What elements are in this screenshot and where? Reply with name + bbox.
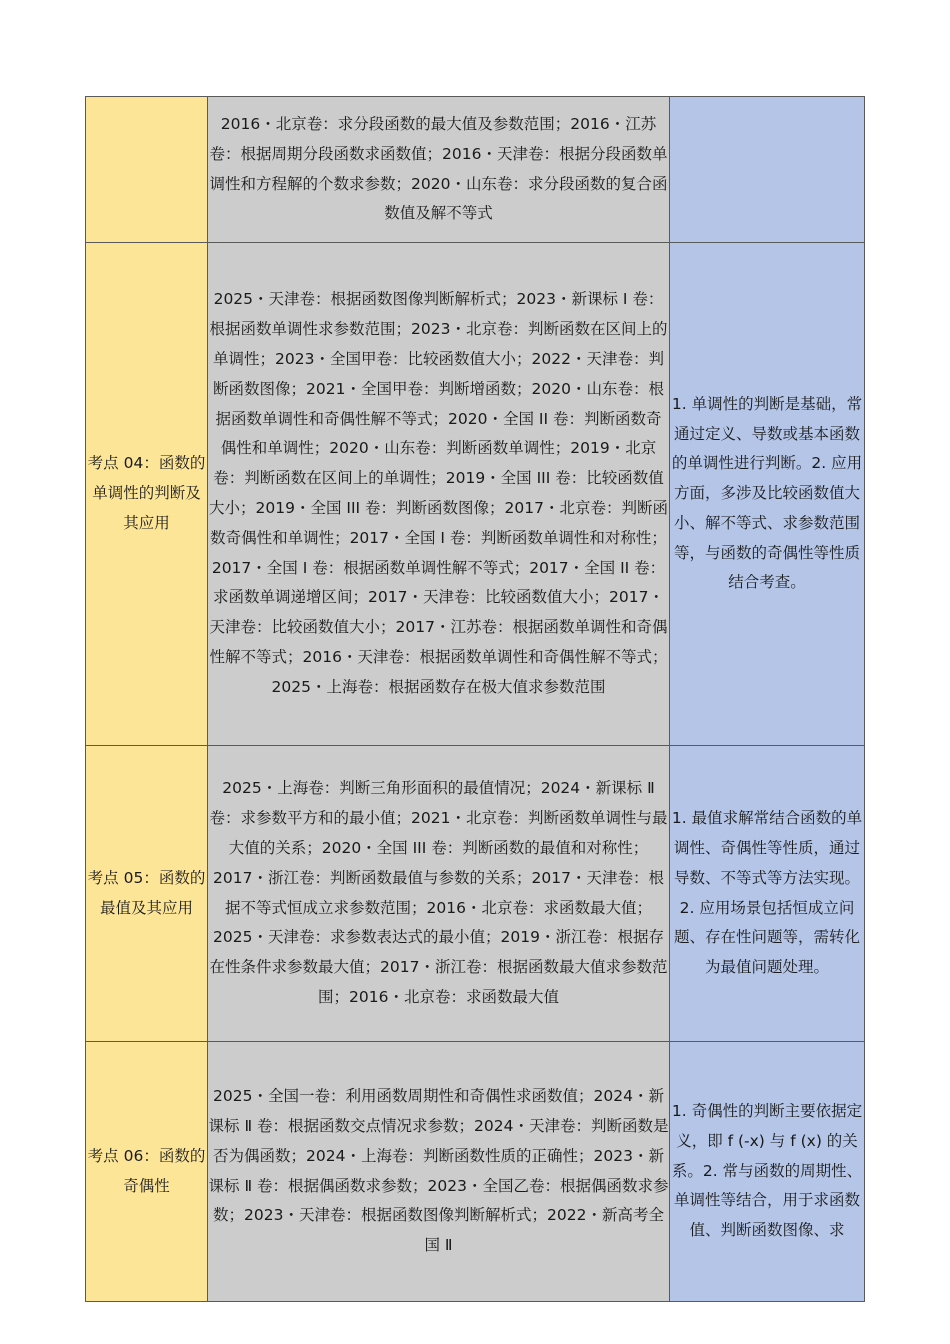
table-wrapper [85,96,864,1255]
topic-cell: 考点 06：函数的奇偶性 [86,1042,208,1302]
analysis-cell [670,97,865,243]
exam-list-cell: 2025・天津卷：根据函数图像判断解析式；2023・新课标 I 卷：根据函数单调性求参数范围；2023・北京卷：判断函数在区间上的单调性；2023・全国甲卷：比较函数值大小；2022・天津卷：判断函数图像；2021・全国甲卷：判断增函数；2020・山东卷：根据函数单调性和奇偶性解不等式；2020・全国 II 卷：判断函数奇偶性和单调性；2020・山东卷：判断函数单调性；2019・北京卷：判断函数在区间上的单调性；2019・全国 III 卷：比较函数值大小；2019・全国 III 卷：判断函数图像；2017・北京卷：判断函数奇偶性和单调性；2017・全国 I 卷：判断函数单调性和对称性；2017・全国 I 卷：根据函数单调性解不等式；2017・全国 II 卷：求函数单调递增区间；2017・天津卷：比较函数值大小；2017・天津卷：比较函数值大小；2017・江苏卷：根据函数单调性和奇偶性解不等式；2016・天津卷：根据函数单调性和奇偶性解不等式；2025・上海卷：根据函数存在极大值求参数范围 [208,243,670,746]
table-row [86,746,865,1042]
table-row [86,1042,865,1302]
topic-cell: 考点 05：函数的最值及其应用 [86,746,208,1042]
topic-cell: 考点 04：函数的单调性的判断及其应用 [86,243,208,746]
table-row [86,243,865,746]
exam-list-cell: 2025・上海卷：判断三角形面积的最值情况；2024・新课标 Ⅱ 卷：求参数平方和的最小值；2021・北京卷：判断函数单调性与最大值的关系；2020・全国 III 卷：判断函数的最值和对称性；2017・浙江卷：判断函数最值与参数的关系；2017・天津卷：根据不等式恒成立求参数范围；2016・北京卷：求函数最大值；2025・天津卷：求参数表达式的最小值；2019・浙江卷：根据存在性条件求参数最大值；2017・浙江卷：根据函数最大值求参数范围；2016・北京卷：求函数最大值 [208,746,670,1042]
topic-cell [86,97,208,243]
analysis-cell: 1. 最值求解常结合函数的单调性、奇偶性等性质，通过导数、不等式等方法实现。2. 应用场景包括恒成立问题、存在性问题等，需转化为最值问题处理。 [670,746,865,1042]
analysis-cell: 1. 单调性的判断是基础，常通过定义、导数或基本函数的单调性进行判断。2. 应用方面，多涉及比较函数值大小、解不等式、求参数范围等，与函数的奇偶性等性质结合考查。 [670,243,865,746]
exam-list-cell: 2016・北京卷：求分段函数的最大值及参数范围；2016・江苏卷：根据周期分段函数求函数值；2016・天津卷：根据分段函数单调性和方程解的个数求参数；2020・山东卷：求分段函数的复合函数值及解不等式 [208,97,670,243]
exam-list-cell: 2025・全国一卷：利用函数周期性和奇偶性求函数值；2024・新课标 Ⅱ 卷：根据函数交点情况求参数；2024・天津卷：判断函数是否为偶函数；2024・上海卷：判断函数性质的正确性；2023・新课标 Ⅱ 卷：根据偶函数求参数；2023・全国乙卷：根据偶函数求参数；2023・天津卷：根据函数图像判断解析式；2022・新高考全国 Ⅱ [208,1042,670,1302]
table-row [86,97,865,243]
analysis-cell: 1. 奇偶性的判断主要依据定义，即 f (-x) 与 f (x) 的关系。2. 常与函数的周期性、单调性等结合，用于求函数值、判断函数图像、求 [670,1042,865,1302]
exam-topic-table [85,96,865,1302]
